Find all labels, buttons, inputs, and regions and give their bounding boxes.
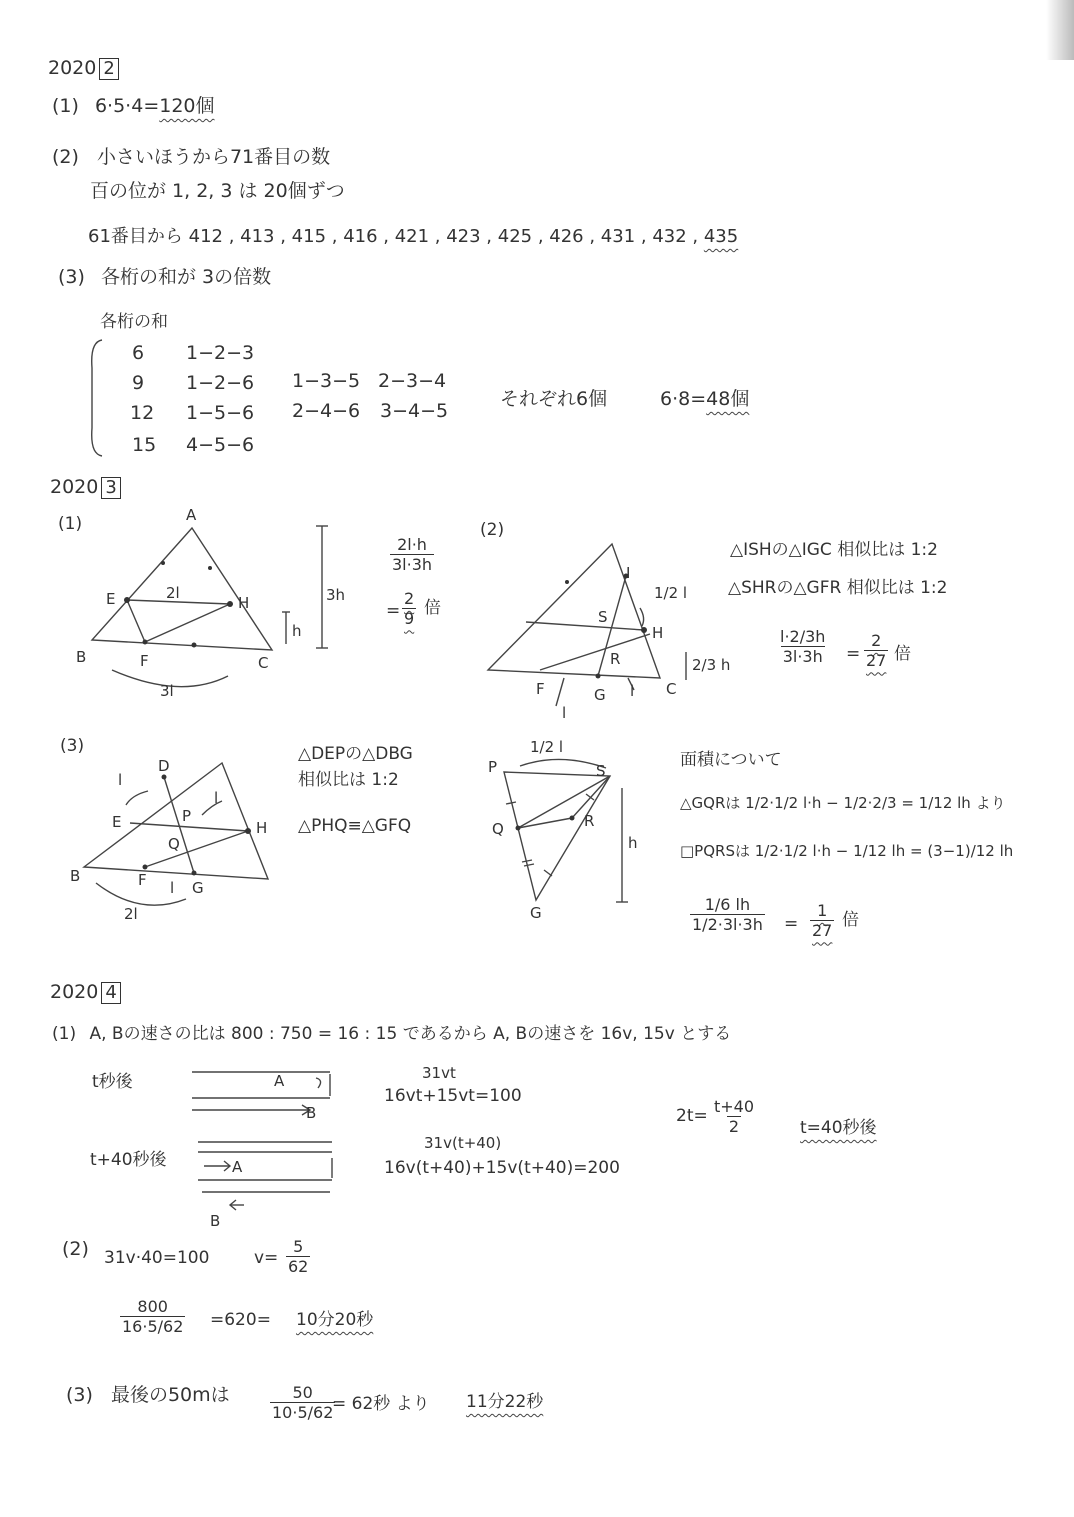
tick-point — [208, 566, 212, 570]
s4-track-diagram — [180, 1060, 350, 1230]
numerator: 1/6 lh — [704, 895, 751, 914]
segment-ef — [127, 600, 145, 642]
label-q: Q — [168, 835, 180, 853]
section-number: 3 — [101, 477, 120, 499]
label-i: I — [626, 564, 631, 582]
label-p: P — [182, 807, 192, 825]
s4-p1-line1 — [52, 1026, 731, 1043]
label-c: C — [666, 680, 677, 698]
tick-point — [192, 643, 197, 648]
section-3-heading — [50, 477, 121, 499]
section-2-heading — [48, 58, 119, 80]
s4-p2-time-fraction — [120, 1298, 185, 1335]
equals: = — [846, 644, 861, 664]
v-equals: v= — [254, 1248, 279, 1268]
combo: 1−2−3 — [186, 342, 255, 364]
midline — [526, 622, 644, 630]
section-4-heading — [50, 982, 121, 1004]
label-bf-length: 2l — [124, 905, 138, 923]
label-half-l: 1/2 l — [654, 584, 688, 602]
numerator: 5 — [293, 1237, 304, 1256]
row-sum: 12 — [130, 402, 155, 424]
tick-mark — [522, 860, 532, 862]
label-e: E — [112, 813, 122, 831]
problem-label: (2) — [480, 520, 505, 540]
problem-label: (1) — [52, 95, 79, 117]
s2-p2-line1 — [52, 148, 330, 167]
label-t-seconds: t秒後 — [92, 1072, 133, 1092]
answer: t=40秒後 — [800, 1118, 877, 1138]
area-heading: 面積について — [680, 750, 782, 770]
label-l: l — [214, 789, 219, 807]
equals-620: =620= — [210, 1310, 271, 1330]
equation-31v40: 31v·40=100 — [104, 1248, 210, 1268]
label-q: Q — [492, 820, 504, 838]
answer: 10分20秒 — [296, 1310, 374, 1330]
denominator: 27 — [812, 920, 833, 940]
s4-p3-time-fraction — [270, 1384, 335, 1421]
tick-point — [161, 561, 165, 565]
unit-times: 倍 — [842, 910, 859, 930]
section-year: 2020 — [50, 476, 99, 498]
similarity-note-2: △SHRの△GFR 相似比は 1:2 — [728, 578, 948, 598]
problem-label: (3) — [58, 266, 85, 288]
s3-p3-answer — [810, 902, 834, 939]
label-g: G — [530, 904, 542, 922]
section-number: 2 — [99, 58, 118, 80]
label-h: H — [238, 594, 250, 612]
s3-p3-area-fraction — [690, 896, 765, 933]
combo: 2−4−6 — [292, 400, 361, 422]
label-b: B — [70, 867, 81, 885]
combo: 4−5−6 — [186, 434, 255, 456]
numerator: 2 — [404, 589, 415, 608]
area-line-pqrs: □PQRSは 1/2·1/2 l·h − 1/12 lh = (3−1)/12 lh — [680, 842, 1014, 860]
segment-fh — [145, 831, 248, 867]
denominator: 16·5/62 — [122, 1316, 184, 1336]
combo: 1−5−6 — [186, 402, 255, 424]
label-r: R — [610, 650, 621, 668]
row-sum: 9 — [132, 372, 145, 394]
denominator: 27 — [866, 650, 887, 670]
point-d — [162, 775, 167, 780]
point-g — [596, 674, 601, 679]
segment-qs — [518, 776, 610, 828]
section-year: 2020 — [48, 57, 97, 79]
brace-bracket — [88, 338, 108, 458]
combo: 1−3−5 — [292, 370, 361, 392]
label-bc-length: 3l — [160, 682, 174, 700]
unit-times: 倍 — [894, 644, 911, 664]
s3-p1-triangle-figure — [70, 500, 360, 700]
label-d: D — [158, 757, 170, 775]
s3-p2-area-fraction — [778, 628, 827, 665]
label-a: A — [274, 1072, 285, 1090]
label-l: l — [118, 771, 123, 789]
point-h — [641, 627, 647, 633]
answer: 11分22秒 — [466, 1392, 544, 1412]
similarity-note-1: △ISHの△IGC 相似比は 1:2 — [730, 540, 938, 560]
point-f — [143, 640, 148, 645]
point-f — [143, 865, 148, 870]
triangle-abc — [92, 528, 272, 650]
label-c: C — [258, 654, 269, 672]
s3-p2-triangle-figure — [480, 530, 750, 730]
s2-p2-line2: 百の位が 1, 2, 3 は 20個ずつ — [90, 180, 345, 202]
text-line: 各桁の和が 3の倍数 — [100, 266, 272, 288]
section-year: 2020 — [50, 981, 99, 1003]
unit-times: 倍 — [424, 598, 441, 618]
numerator: l·2/3h — [780, 627, 826, 646]
label-f: F — [140, 652, 149, 670]
s4-p3-line — [66, 1386, 230, 1405]
problem-label: (2) — [62, 1238, 89, 1260]
label-two-thirds-h: 2/3 h — [692, 656, 731, 674]
equals: = — [784, 914, 799, 934]
numerator: 2l·h — [397, 535, 427, 554]
congruence-note: △PHQ≡△GFQ — [298, 816, 412, 836]
arc-mark — [126, 791, 148, 805]
numerator: 1 — [817, 901, 828, 920]
label-h: H — [652, 624, 664, 642]
s3-p3-small-triangle-figure — [480, 730, 650, 920]
point-e — [124, 597, 130, 603]
label-h: h — [628, 834, 638, 852]
each-count-note: それぞれ6個 — [500, 388, 608, 410]
answer: 48個 — [706, 388, 750, 410]
label-h: H — [256, 819, 268, 837]
numerator: 800 — [137, 1297, 168, 1316]
point-g — [192, 871, 197, 876]
similarity-note-1: △DEPの△DBG — [298, 744, 413, 764]
equation-1: 16vt+15vt=100 — [384, 1086, 522, 1106]
tick-mark — [524, 864, 534, 866]
equation-rhs-fraction — [712, 1098, 756, 1135]
s3-p1-answer — [402, 590, 416, 627]
text-line: 最後の50mは — [110, 1384, 230, 1406]
arrow-a — [316, 1078, 321, 1088]
expression: 6·8= — [660, 388, 707, 410]
denominator: 3l·3h — [392, 554, 433, 574]
label-a: A — [232, 1158, 243, 1176]
problem-label: (1) — [52, 1024, 77, 1044]
label-3h-height: 3h — [326, 586, 346, 604]
label-t-plus-40-seconds: t+40秒後 — [90, 1150, 167, 1170]
label-e: E — [106, 590, 116, 608]
label-half-l: 1/2 l — [530, 738, 564, 756]
s3-p2-answer — [864, 632, 888, 669]
label-h-height: h — [292, 622, 302, 640]
label-r: R — [584, 812, 595, 830]
s2-p3-result — [660, 390, 749, 409]
s2-p2-line3 — [88, 228, 738, 246]
label-g: G — [192, 879, 204, 897]
s2-p1 — [52, 97, 215, 116]
section-number: 4 — [101, 982, 120, 1004]
label-s: S — [598, 608, 608, 626]
equals: = — [386, 601, 401, 621]
row-sum: 15 — [132, 434, 157, 456]
triangle-outer — [488, 544, 660, 678]
point-r — [570, 816, 575, 821]
denominator: 2 — [728, 1116, 740, 1136]
triangle-psg — [504, 772, 610, 900]
combo: 3−4−5 — [380, 400, 449, 422]
equation-lhs: 2t= — [676, 1106, 708, 1126]
label-l: l — [630, 682, 635, 700]
top-arc — [520, 759, 606, 768]
denominator: 3l·3h — [782, 646, 823, 666]
label-p: P — [488, 758, 498, 776]
point-q — [516, 826, 521, 831]
denominator: 1/2·3l·3h — [692, 914, 763, 934]
digit-sum-heading: 各桁の和 — [100, 312, 168, 332]
leader-line — [556, 678, 564, 706]
tick-mark — [544, 870, 552, 876]
equation-2: 16v(t+40)+15v(t+40)=200 — [384, 1158, 620, 1178]
label-a: A — [186, 506, 197, 524]
label-b: B — [76, 648, 87, 666]
sequence-text: 61番目から 412 , 413 , 415 , 416 , 421 , 423 , 425 , 426 , 431 , 432 , — [88, 226, 699, 247]
segment-fh — [540, 634, 650, 670]
expression: 6·5·4= — [94, 95, 160, 117]
combo: 1−2−6 — [186, 372, 255, 394]
problem-label: (1) — [58, 514, 83, 534]
area-line-gqr: △GQRは 1/2·1/2 l·h − 1/2·2/3 = 1/12 lh より — [680, 794, 1006, 812]
point-h — [245, 828, 251, 834]
row-sum: 6 — [132, 342, 145, 364]
s3-p1-area-fraction — [390, 536, 434, 573]
label-b: B — [306, 1104, 317, 1122]
label-f: F — [536, 680, 545, 698]
label-b: B — [210, 1212, 221, 1230]
problem-label: (3) — [66, 1384, 93, 1406]
label-l: l — [562, 704, 567, 722]
point-h — [227, 601, 233, 607]
text-line: A, Bの速さの比は 800 : 750 = 16 : 15 であるから A, Bの速さを 16v, 15v とする — [89, 1024, 732, 1044]
equals-62-seconds: = 62秒 より — [332, 1394, 430, 1414]
s3-p3-triangle-figure — [70, 755, 290, 925]
text-line: 小さいほうから71番目の数 — [96, 146, 331, 168]
denominator: 9 — [404, 608, 415, 628]
combo: 2−3−4 — [378, 370, 447, 392]
numerator: t+40 — [714, 1097, 755, 1116]
label-f: F — [138, 871, 147, 889]
problem-label: (2) — [52, 146, 79, 168]
problem-label: (3) — [60, 736, 85, 756]
label-s: S — [596, 762, 606, 780]
denominator: 62 — [288, 1256, 309, 1276]
similarity-note-2: 相似比は 1:2 — [298, 770, 399, 790]
annotation-31v-t40: 31v(t+40) — [424, 1134, 502, 1152]
segment-fh — [145, 604, 230, 642]
scan-shadow — [1046, 0, 1074, 60]
answer: 435 — [703, 226, 739, 247]
label-l: l — [170, 879, 175, 897]
s2-p3-line1 — [58, 268, 271, 287]
label-eh-length: 2l — [166, 584, 180, 602]
tick-mark — [506, 802, 516, 804]
arc-mark — [202, 801, 222, 815]
numerator: 50 — [292, 1383, 313, 1402]
answer: 120個 — [159, 95, 215, 117]
tick-point — [565, 580, 569, 584]
annotation-31vt: 31vt — [422, 1064, 456, 1082]
denominator: 10·5/62 — [272, 1402, 334, 1422]
v-fraction — [286, 1238, 310, 1275]
numerator: 2 — [871, 631, 882, 650]
label-g: G — [594, 686, 606, 704]
